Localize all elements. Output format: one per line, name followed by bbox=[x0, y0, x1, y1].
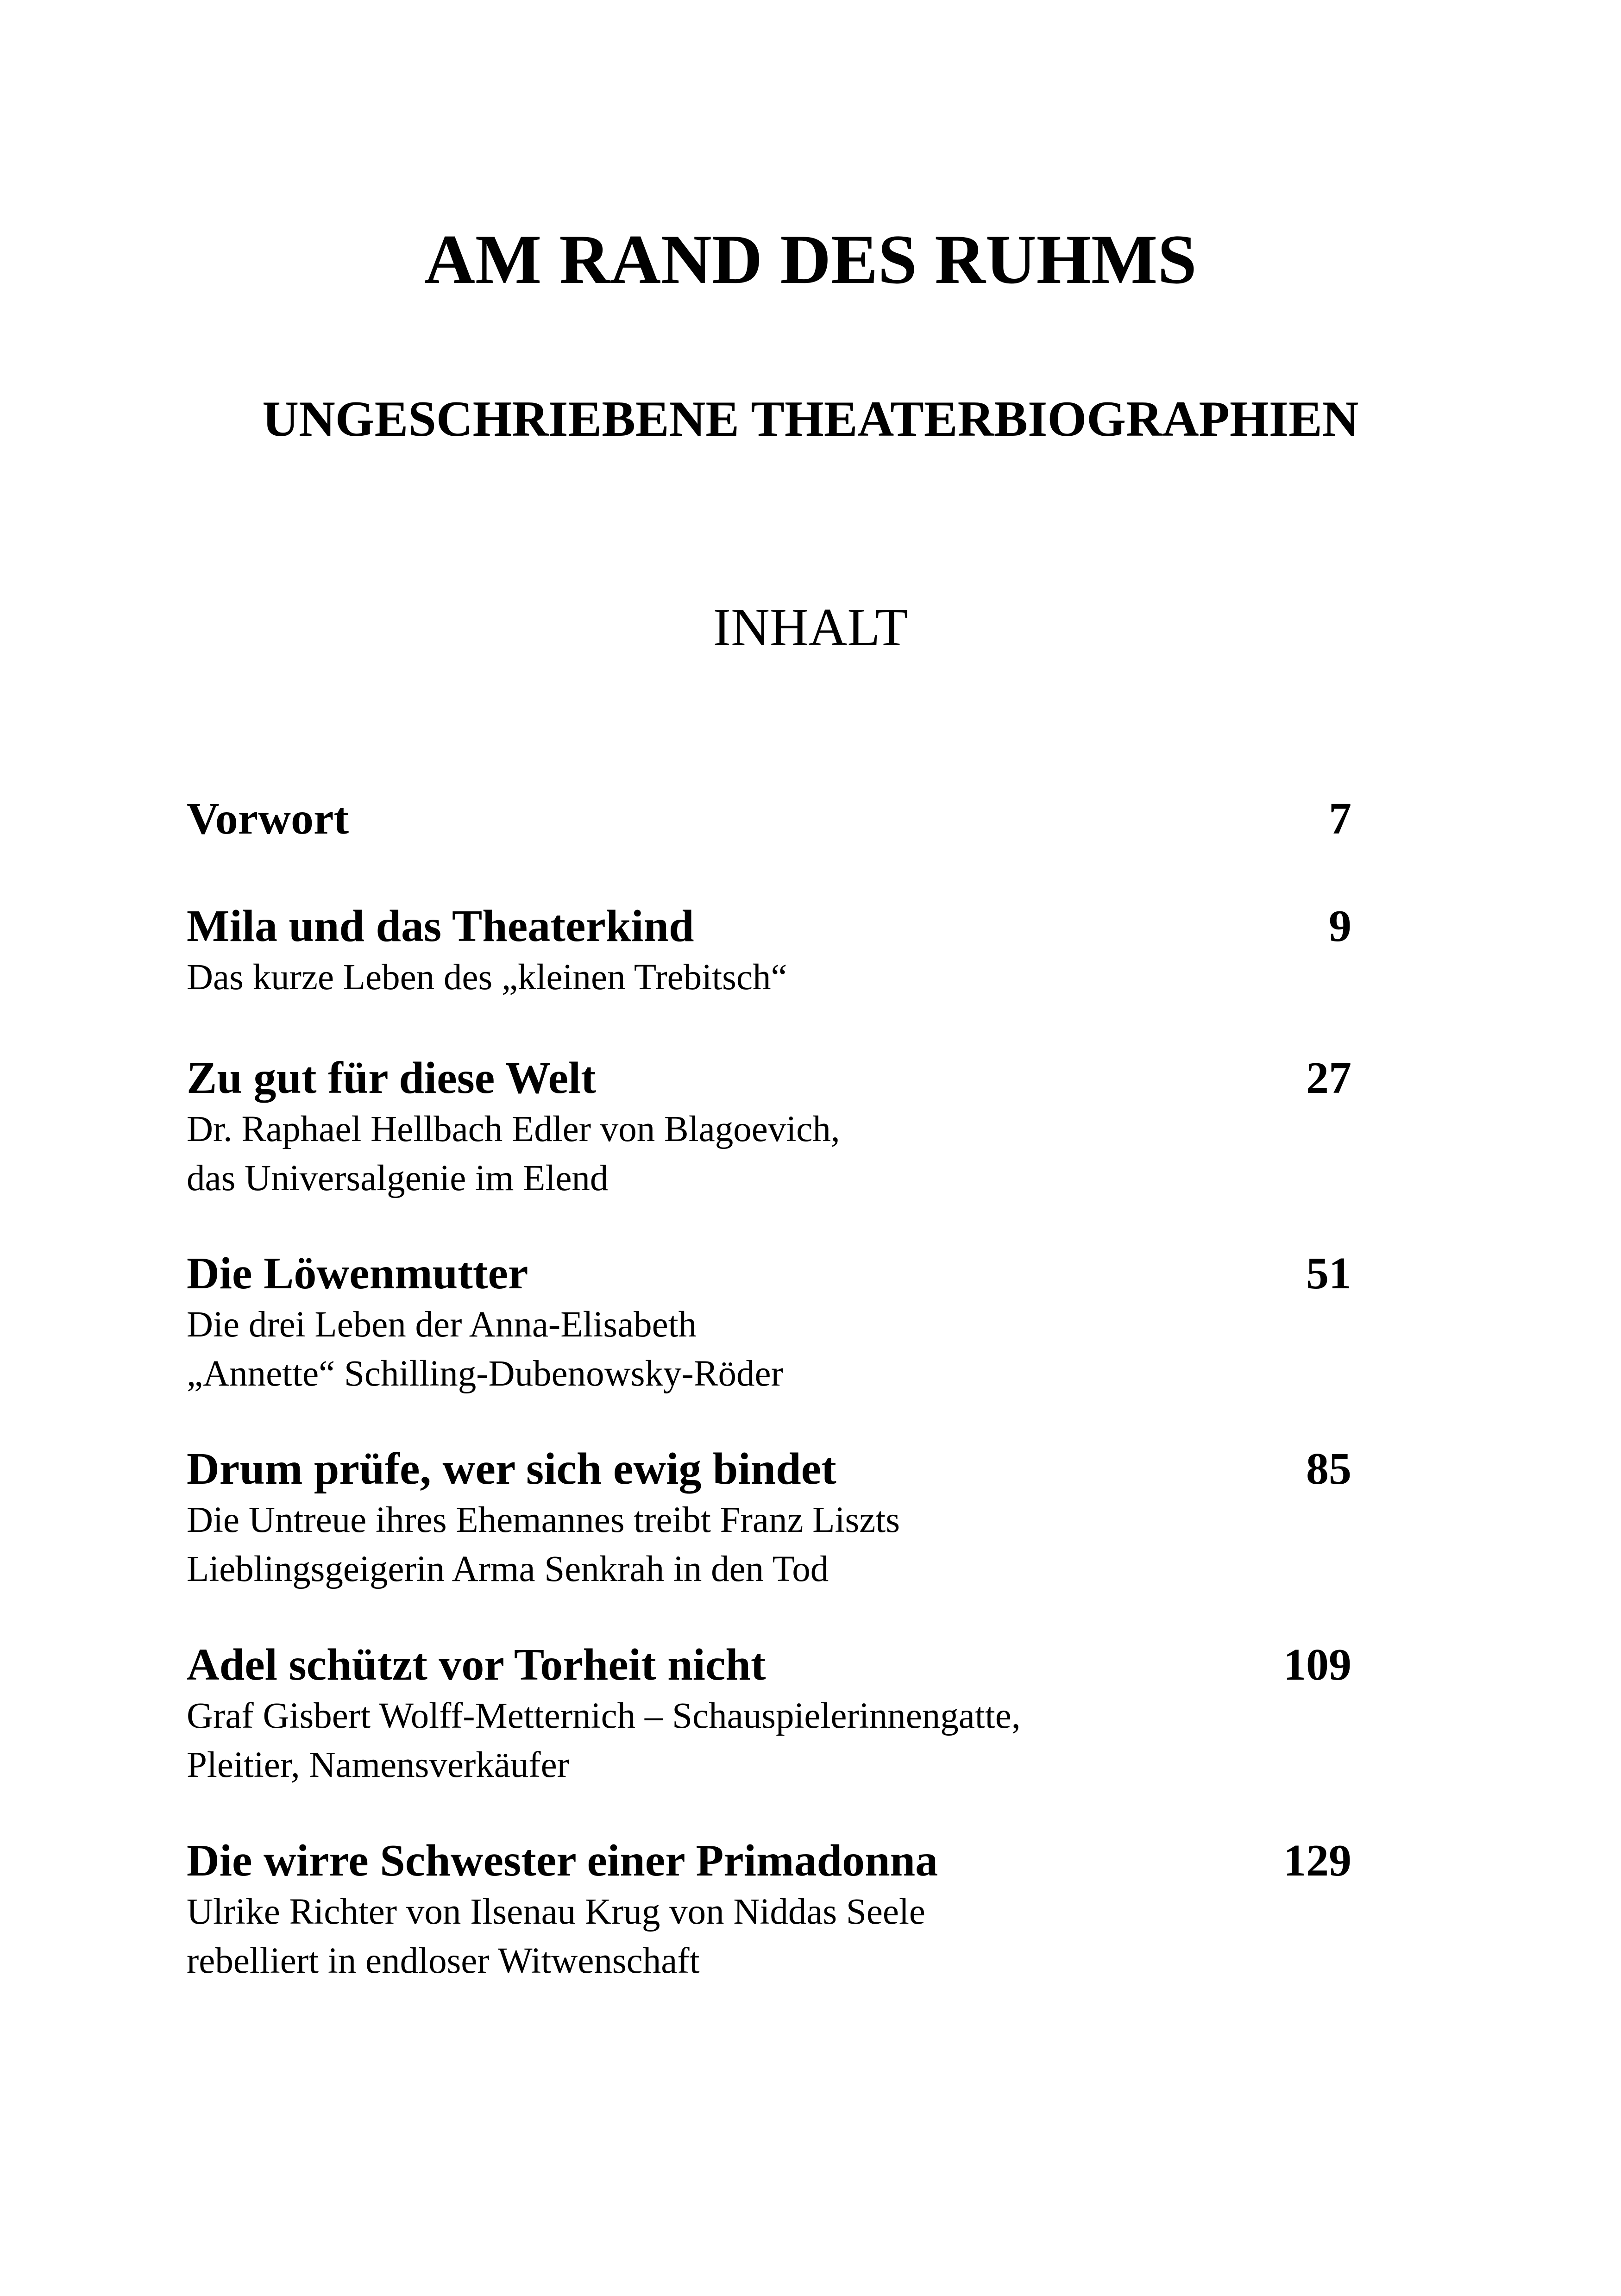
toc-entry-header bbox=[187, 792, 1351, 846]
toc-entry-adel bbox=[187, 1638, 1351, 1790]
toc-entry-title: Die wirre Schwester einer Primadonna bbox=[187, 1836, 938, 1886]
toc-entry-description: Lieblingsgeigerin Arma Senkrah in den Tod bbox=[187, 1549, 829, 1589]
toc-entry-description: Das kurze Leben des „kleinen Trebitsch“ bbox=[187, 957, 787, 997]
toc-entry-page: 51 bbox=[1306, 1248, 1351, 1299]
toc-entry-page: 85 bbox=[1306, 1444, 1351, 1494]
toc-entry-description: Graf Gisbert Wolff-Metternich – Schauspielerinnengatte, bbox=[187, 1696, 1021, 1736]
book-title: AM RAND DES RUHMS bbox=[424, 220, 1197, 298]
toc-entry-description: „Annette“ Schilling-Dubenowsky-Röder bbox=[187, 1354, 783, 1394]
toc-entry-header bbox=[187, 1247, 1351, 1300]
toc-entry-header bbox=[187, 1442, 1351, 1496]
toc-entry-page: 129 bbox=[1283, 1836, 1351, 1886]
toc-entry-title: Adel schützt vor Torheit nicht bbox=[187, 1640, 766, 1690]
toc-entry-header bbox=[187, 1051, 1351, 1105]
toc-entry-description: Pleitier, Namensverkäufer bbox=[187, 1745, 569, 1785]
book-subtitle: UNGESCHRIEBENE THEATERBIOGRAPHIEN bbox=[262, 391, 1359, 447]
toc-entry-mila bbox=[187, 899, 1351, 1002]
toc-entry-zu-gut bbox=[187, 1051, 1351, 1203]
toc-entry-drum-pruefe bbox=[187, 1442, 1351, 1594]
toc-entry-title: Vorwort bbox=[187, 794, 349, 844]
toc-entry-title: Zu gut für diese Welt bbox=[187, 1053, 596, 1103]
toc-entry-loewenmutter bbox=[187, 1247, 1351, 1399]
toc-entry-wirre-schwester bbox=[187, 1834, 1351, 1986]
toc-entry-title: Drum prüfe, wer sich ewig bindet bbox=[187, 1444, 836, 1494]
toc-entry-vorwort bbox=[187, 792, 1351, 846]
toc-entry-page: 9 bbox=[1329, 901, 1351, 951]
toc-entry-description: das Universalgenie im Elend bbox=[187, 1158, 609, 1198]
toc-entry-description: Ulrike Richter von Ilsenau Krug von Niddas Seele bbox=[187, 1892, 925, 1932]
toc-entry-page: 109 bbox=[1283, 1640, 1351, 1690]
toc-entry-page: 27 bbox=[1306, 1053, 1351, 1103]
toc-entry-header bbox=[187, 1638, 1351, 1692]
toc-entry-page: 7 bbox=[1329, 794, 1351, 844]
contents-heading: INHALT bbox=[713, 598, 908, 657]
toc-entry-description: Die drei Leben der Anna-Elisabeth bbox=[187, 1305, 697, 1345]
toc-entry-title: Mila und das Theaterkind bbox=[187, 901, 694, 951]
toc-entry-description: rebelliert in endloser Witwenschaft bbox=[187, 1941, 700, 1981]
toc-entry-header bbox=[187, 899, 1351, 953]
toc-entry-title: Die Löwenmutter bbox=[187, 1248, 528, 1299]
toc-entry-description: Die Untreue ihres Ehemannes treibt Franz Liszts bbox=[187, 1500, 900, 1540]
toc-entry-description: Dr. Raphael Hellbach Edler von Blagoevich, bbox=[187, 1109, 840, 1149]
toc-entry-header bbox=[187, 1834, 1351, 1888]
